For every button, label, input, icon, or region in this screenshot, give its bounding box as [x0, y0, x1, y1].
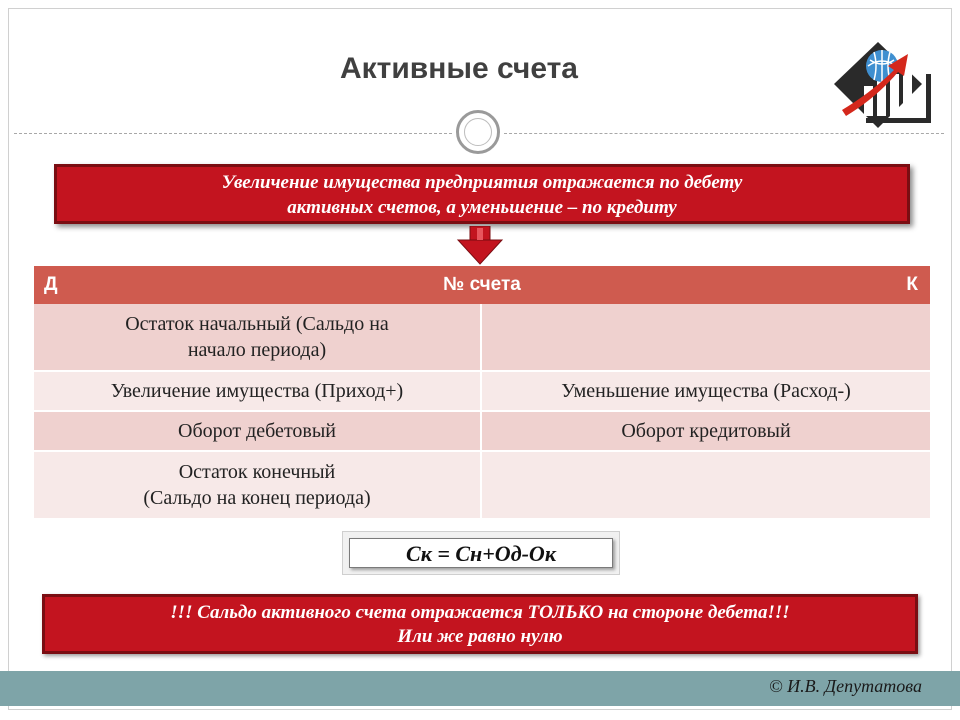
- table-cell-debit: Оборот дебетовый: [34, 412, 482, 450]
- globe-chart-logo-icon: [832, 36, 936, 136]
- table-row: [34, 452, 930, 518]
- table-cell-debit: [34, 304, 482, 370]
- table-cell-credit: Оборот кредитовый: [482, 412, 930, 450]
- table-row: [34, 412, 930, 452]
- table-cell-debit: [34, 452, 482, 518]
- arrow-down-icon: [456, 226, 504, 266]
- warning-line-1: !!! Сальдо активного счета отражается ТОЛЬКО на стороне дебета!!!: [170, 602, 790, 623]
- header-debit-label: Д: [44, 274, 58, 295]
- t-account-table: [34, 266, 930, 518]
- rule-line-2: активных счетов, а уменьшение – по кредиту: [287, 197, 677, 218]
- divider-circle-ornament: [456, 110, 500, 154]
- table-cell-credit: Уменьшение имущества (Расход-): [482, 372, 930, 410]
- table-header: [34, 266, 930, 304]
- opening-balance-label: Остаток начальный (Сальдо на: [125, 313, 389, 335]
- warning-banner: [42, 594, 918, 654]
- table-cell-credit: [482, 452, 930, 518]
- header-credit-label: К: [906, 274, 918, 295]
- table-cell-credit: [482, 304, 930, 370]
- header-account-number: № счета: [443, 274, 521, 295]
- opening-balance-sublabel: начало периода): [187, 339, 327, 361]
- table-row: [34, 304, 930, 372]
- rule-line-1: Увеличение имущества предприятия отражается по дебету: [221, 172, 743, 193]
- rule-banner: [54, 164, 910, 224]
- table-cell-debit: Увеличение имущества (Приход+): [34, 372, 482, 410]
- divider-left: [14, 133, 452, 134]
- warning-line-2: Или же равно нулю: [397, 626, 563, 647]
- copyright-text: © И.В. Депутатова: [768, 676, 922, 696]
- table-row: [34, 372, 930, 412]
- closing-balance-label: Остаток конечный: [178, 461, 336, 483]
- slide-title: Активные счета: [339, 52, 578, 85]
- formula-frame: [342, 531, 620, 575]
- balance-formula: Ск = Сн+Од-Ок: [349, 538, 613, 568]
- closing-balance-sublabel: (Сальдо на конец периода): [143, 487, 371, 509]
